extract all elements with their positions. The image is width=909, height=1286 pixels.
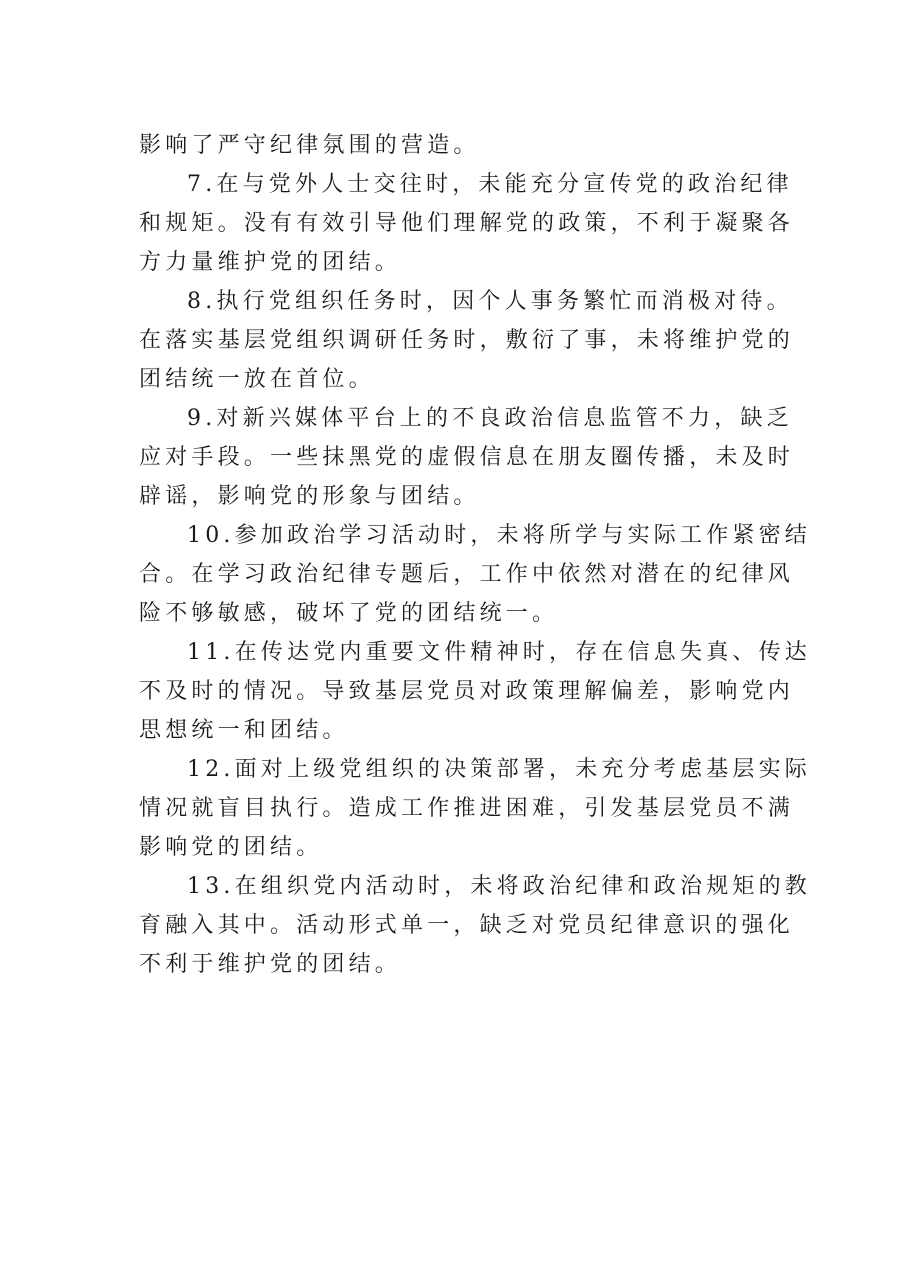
text-line: 7.在与党外人士交往时，未能充分宣传党的政治纪律: [187, 172, 793, 197]
text-line: 团结统一放在首位。: [139, 367, 375, 392]
text-line: 应对手段。一些抹黑党的虚假信息在朋友圈传播，未及时: [139, 445, 795, 470]
text-line: 11.在传达党内重要文件精神时，存在信息失真、传达: [187, 640, 811, 665]
text-line: 方力量维护党的团结。: [139, 250, 402, 275]
paragraph-item-8: [139, 282, 795, 399]
paragraph-item-9: [139, 399, 795, 516]
paragraph-item-7: [139, 165, 795, 282]
text-line: 9.对新兴媒体平台上的不良政治信息监管不力，缺乏: [187, 406, 793, 431]
text-line: 在落实基层党组织调研任务时，敷衍了事，未将维护党的: [139, 328, 795, 353]
paragraph-item-11: [139, 633, 811, 750]
text-line: 影响了严守纪律氛围的营造。: [139, 133, 480, 158]
paragraph-item-13: [139, 867, 811, 984]
text-line: 辟谣，影响党的形象与团结。: [139, 484, 480, 509]
text-line: 险不够敏感，破坏了党的团结统一。: [139, 601, 559, 626]
text-line: 10.参加政治学习活动时，未将所学与实际工作紧密结: [187, 523, 811, 548]
text-line: 和规矩。没有有效引导他们理解党的政策，不利于凝聚各: [139, 211, 795, 236]
text-line: 不及时的情况。导致基层党员对政策理解偏差，影响党内: [139, 679, 795, 704]
text-line: 8.执行党组织任务时，因个人事务繁忙而消极对待。: [187, 289, 793, 314]
text-line: 13.在组织党内活动时，未将政治纪律和政治规矩的教: [187, 874, 811, 899]
text-line: 影响党的团结。: [139, 835, 323, 860]
text-line: 不利于维护党的团结。: [139, 952, 402, 977]
paragraph-item-10: [139, 516, 811, 633]
document-body: [139, 126, 811, 984]
text-line: 育融入其中。活动形式单一，缺乏对党员纪律意识的强化: [139, 913, 795, 938]
text-line: 思想统一和团结。: [139, 718, 349, 743]
text-line: 合。在学习政治纪律专题后，工作中依然对潜在的纪律风: [139, 562, 795, 587]
text-line: 12.面对上级党组织的决策部署，未充分考虑基层实际: [187, 757, 811, 782]
paragraph-item-12: [139, 750, 811, 867]
text-line: 情况就盲目执行。造成工作推进困难，引发基层党员不满: [139, 796, 795, 821]
paragraph-continuation: [139, 126, 779, 165]
